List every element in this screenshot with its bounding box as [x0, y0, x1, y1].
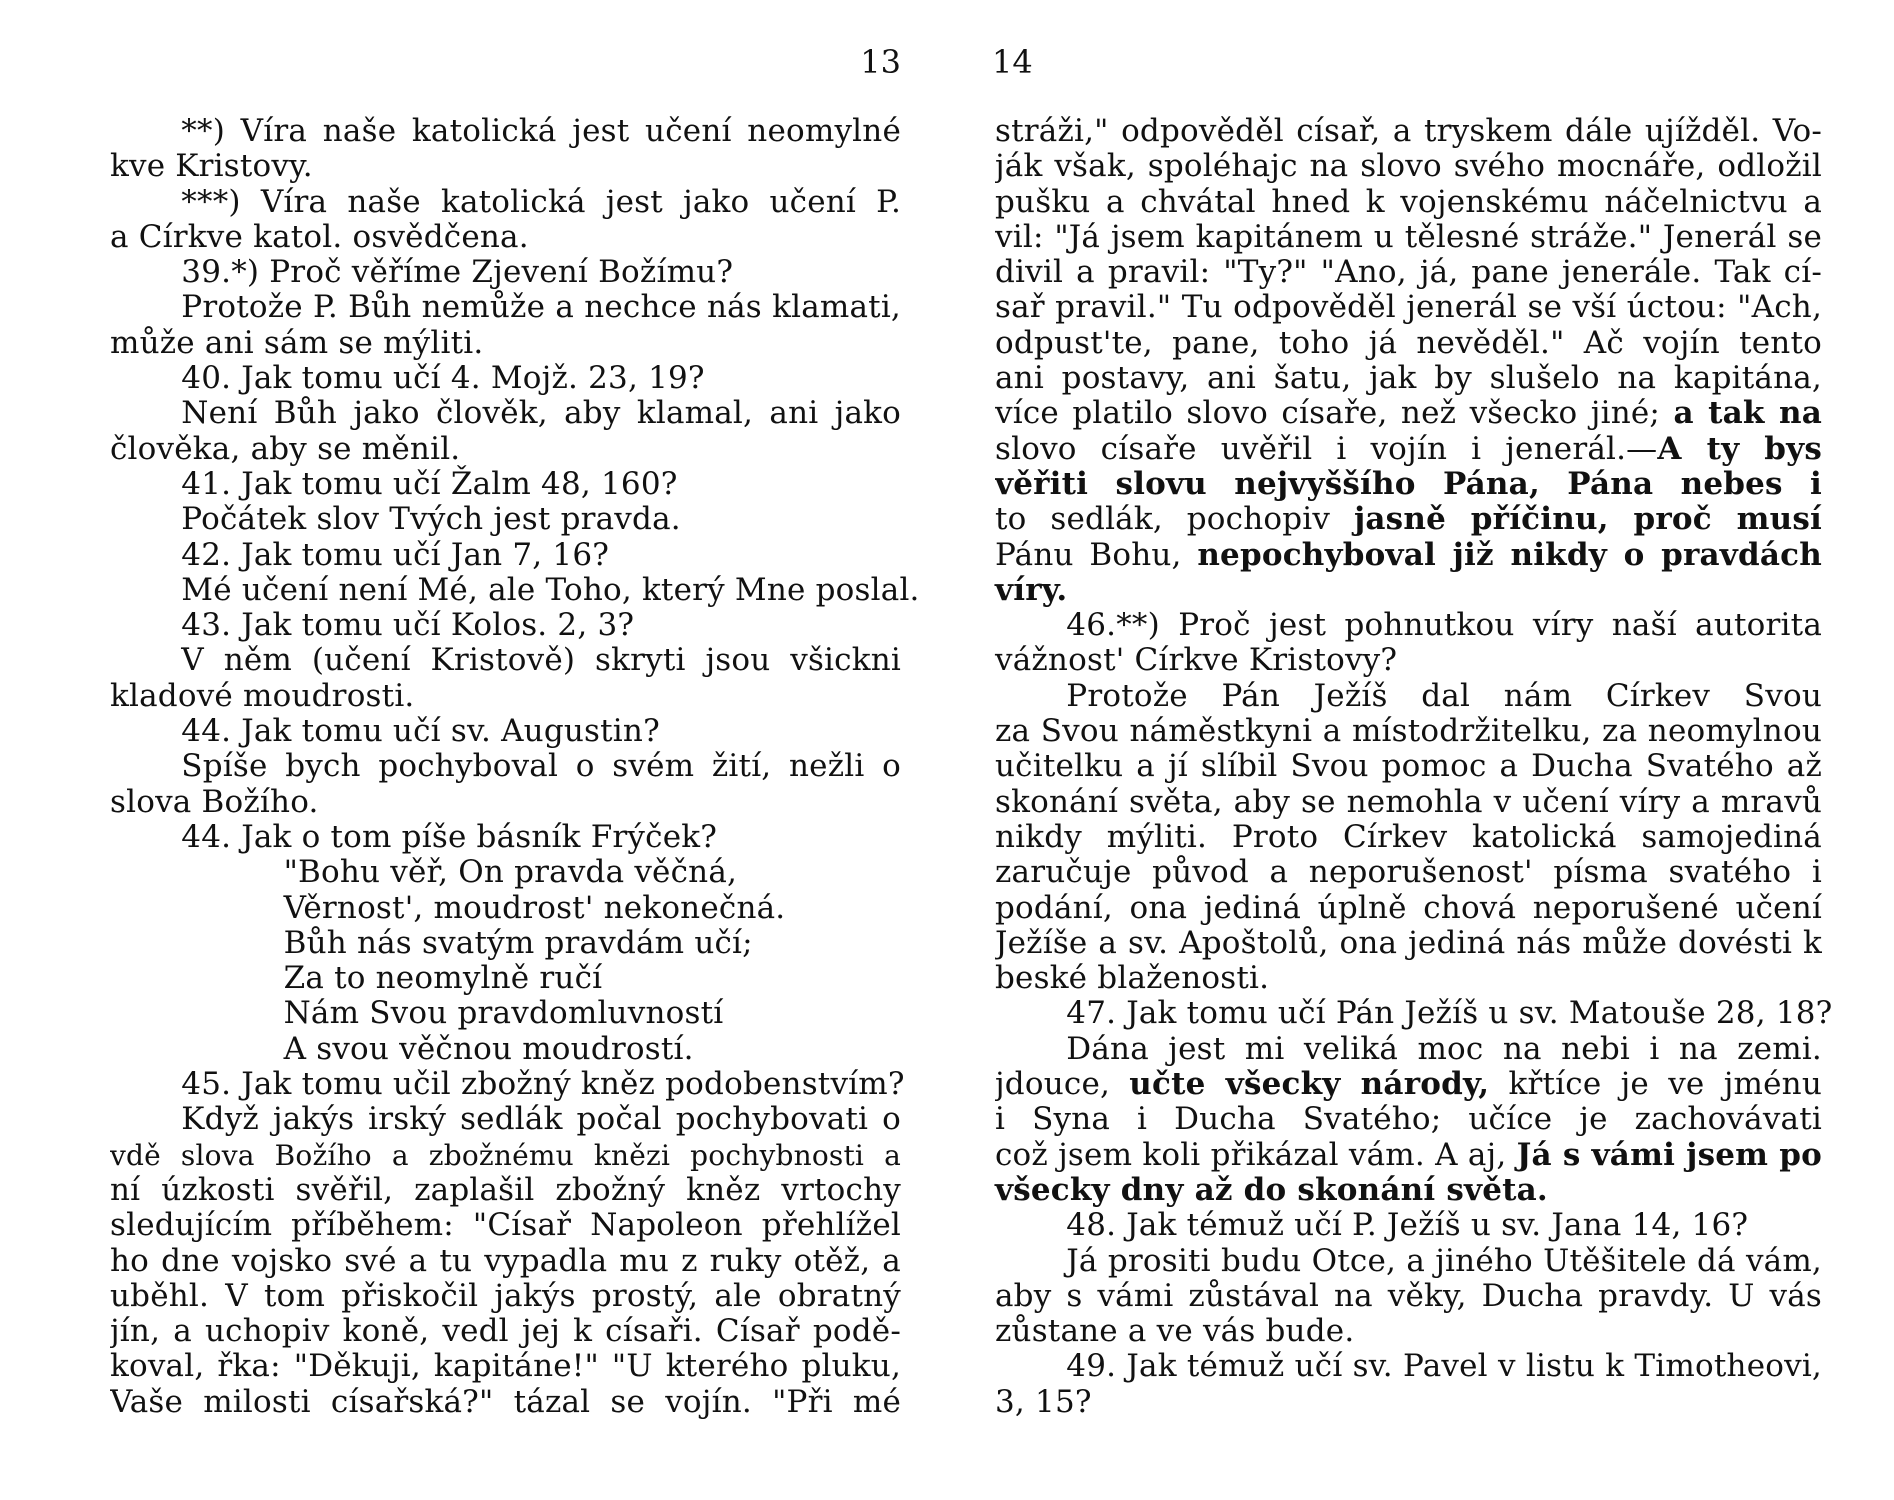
text-line: 49. Jak témuž učí sv. Pavel v listu k Timotheovi,: [1066, 1349, 1822, 1385]
text-line: 46.**) Proč jest pohnutkou víry naší autorita: [1066, 608, 1822, 644]
text-line: 47. Jak tomu učí Pán Ježíš u sv. Matouše 28, 18?: [1066, 995, 1833, 1032]
text-line: Věrnost', moudrost' nekonečná.: [283, 889, 786, 926]
text-line: A svou věčnou moudrostí.: [283, 1030, 694, 1067]
text-line: nikdy mýliti. Proto Církev katolická samojediná: [995, 819, 1822, 855]
right-text-column: [995, 114, 1833, 1420]
text-line: víry.: [995, 571, 1068, 608]
page-number: 13: [860, 43, 901, 81]
text-line: Bůh nás svatým pravdám učí;: [283, 924, 753, 961]
text-line: "Bohu věř, On pravda věčná,: [283, 854, 738, 891]
text-line: 44. Jak tomu učí sv. Augustin?: [181, 713, 660, 750]
text-line: zaručuje původ a neporušenost' písma svatého i: [995, 855, 1822, 891]
text-line: **) Víra naše katolická jest učení neomylné: [181, 114, 901, 149]
text-line: Pánu Bohu, nepochyboval již nikdy o pravdách: [995, 537, 1822, 573]
text-line: 40. Jak tomu učí 4. Mojž. 23, 19?: [181, 360, 705, 397]
text-line: koval, řka: "Děkuji, kapitáne!" "U kterého pluku,: [110, 1349, 901, 1385]
text-line: může ani sám se mýliti.: [110, 324, 484, 361]
text-line: 43. Jak tomu učí Kolos. 2, 3?: [181, 607, 635, 644]
text-line: všecky dny až do skonání světa.: [995, 1171, 1548, 1208]
text-line: V něm (učení Kristově) skryti jsou všickni: [181, 643, 901, 679]
text-line: ho dne vojsko své a tu vypadla mu z ruky otěž, a: [110, 1243, 901, 1279]
left-text-column: [110, 114, 920, 1420]
text-line: Protože Pán Ježíš dal nám Církev Svou: [1066, 678, 1822, 714]
text-line: aby s vámi zůstával na věky, Ducha pravdy. U vás: [995, 1278, 1822, 1314]
text-line: Mé učení není Mé, ale Toho, který Mne poslal.: [181, 571, 920, 608]
text-line: Počátek slov Tvých jest pravda.: [181, 501, 681, 538]
text-line: odpust'te, pane, toho já nevěděl." Ač vojín tento: [995, 325, 1822, 361]
text-line: Ježíše a sv. Apoštolů, ona jediná nás může dovésti k: [995, 925, 1822, 961]
text-line: Když jakýs irský sedlák počal pochybovati o: [181, 1102, 901, 1138]
text-line: slovo císaře uvěřil i vojín i jenerál.—A ty bys: [995, 431, 1822, 467]
text-line: divil a pravil: "Ty?" "Ano, já, pane jenerále. Tak cí-: [995, 255, 1822, 291]
text-line: ani postavy, ani šatu, jak by slušelo na kapitána,: [995, 361, 1822, 397]
text-line: podání, ona jediná úplně chová neporušené učení: [995, 890, 1822, 926]
text-line: slova Božího.: [110, 783, 319, 820]
text-line: ní úzkosti svěřil, zaplašil zbožný kněz vrtochy: [110, 1172, 901, 1208]
text-line: pušku a chvátal hned k vojenskému náčelnictvu a: [995, 184, 1822, 220]
text-line: zůstane a ve vás bude.: [995, 1313, 1355, 1350]
text-line: 3, 15?: [995, 1383, 1092, 1420]
text-line: věřiti slovu nejvyššího Pána, Pána nebes i: [995, 466, 1822, 502]
text-line: uběhl. V tom přiskočil jakýs prostý, ale obratný: [110, 1278, 901, 1314]
text-line: kladové moudrosti.: [110, 677, 415, 714]
text-line: 41. Jak tomu učí Žalm 48, 160?: [181, 465, 678, 502]
text-line: Dána jest mi veliká moc na nebi i na zemi.: [1066, 1031, 1822, 1067]
text-line: člověka, aby se měnil.: [110, 430, 461, 467]
text-line: ***) Víra naše katolická jest jako učení P.: [181, 184, 901, 220]
text-line: učitelku a jí slíbil Svou pomoc a Ducha Svatého až: [995, 749, 1822, 785]
text-line: sař pravil." Tu odpověděl jenerál se vší úctou: "Ach,: [995, 290, 1822, 326]
text-line: více platilo slovo císaře, než všecko jiné; a tak na: [995, 396, 1822, 432]
text-line: Protože P. Bůh nemůže a nechce nás klamati,: [181, 290, 901, 326]
text-line: kve Kristovy.: [110, 148, 313, 185]
text-line: beské blaženosti.: [995, 960, 1270, 997]
text-line: a Církve katol. osvědčena.: [110, 218, 529, 255]
text-line: což jsem koli přikázal vám. A aj, Já s vámi jsem po: [995, 1137, 1822, 1173]
text-line: Nám Svou pravdomluvností: [283, 995, 724, 1032]
text-line: 48. Jak témuž učí P. Ježíš u sv. Jana 14, 16?: [1066, 1207, 1749, 1244]
right-page: [947, 0, 1894, 1500]
page-number: 14: [992, 43, 1033, 81]
text-line: za Svou náměstkyni a místodržitelku, za neomylnou: [995, 714, 1822, 750]
text-line: sledujícím příběhem: "Císař Napoleon přehlížel: [110, 1208, 901, 1244]
text-line: Já prositi budu Otce, a jiného Utěšitele dá vám,: [1066, 1243, 1822, 1279]
text-line: 42. Jak tomu učí Jan 7, 16?: [181, 536, 610, 573]
text-line: 39.*) Proč věříme Zjevení Božímu?: [181, 254, 734, 291]
text-line: jdouce, učte všecky národy, křtíce je ve jménu: [995, 1067, 1822, 1103]
text-line: vdě slova Božího a zbožnému knězi pochybnosti a: [110, 1138, 901, 1172]
text-line: 45. Jak tomu učil zbožný kněz podobenstvím?: [181, 1066, 905, 1103]
text-line: vážnost' Církve Kristovy?: [995, 642, 1398, 679]
text-line: Spíše bych pochyboval o svém žití, nežli o: [181, 749, 901, 785]
text-line: Za to neomylně ručí: [283, 960, 603, 997]
text-line: stráži," odpověděl císař, a tryskem dále ujížděl. Vo-: [995, 114, 1822, 149]
text-line: ják však, spoléhajc na slovo svého mocnáře, odložil: [995, 149, 1822, 185]
text-line: skonání světa, aby se nemohla v učení víry a mravů: [995, 784, 1822, 820]
text-line: Vaše milosti císařská?" tázal se vojín. "Při mé: [110, 1384, 901, 1420]
text-line: vil: "Já jsem kapitánem u tělesné stráže." Jenerál se: [995, 219, 1822, 255]
text-line: jín, a uchopiv koně, vedl jej k císaři. Císař podě-: [110, 1314, 901, 1350]
text-line: i Syna i Ducha Svatého; učíce je zachovávati: [995, 1102, 1822, 1138]
text-line: 44. Jak o tom píše básník Frýček?: [181, 818, 718, 855]
text-line: to sedlák, pochopiv jasně příčinu, proč musí: [995, 502, 1822, 538]
text-line: Není Bůh jako člověk, aby klamal, ani jako: [181, 396, 901, 432]
